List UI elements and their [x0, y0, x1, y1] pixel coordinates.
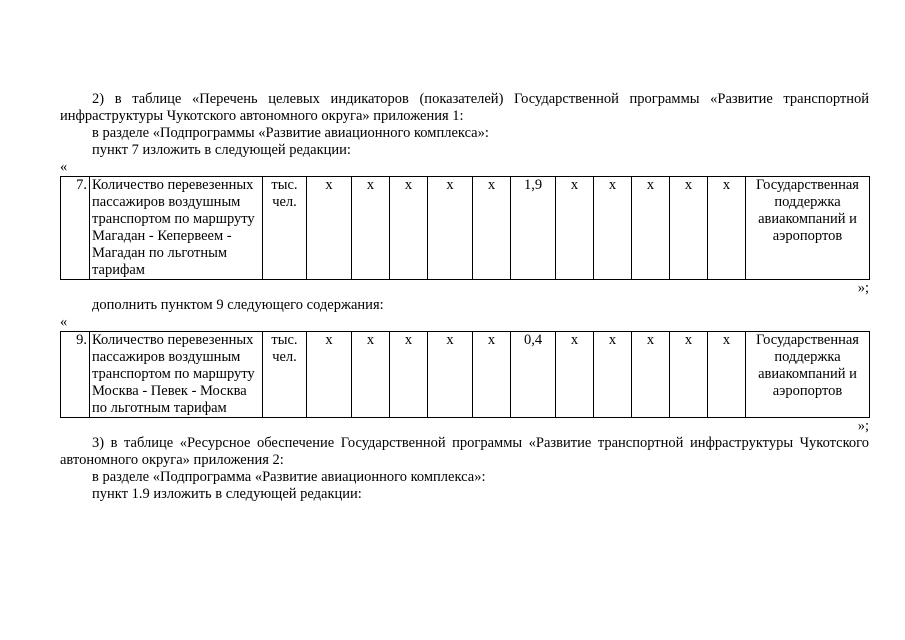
value-cell: х [708, 332, 746, 418]
value-cell: х [670, 177, 708, 280]
value-cell: х [307, 332, 352, 418]
indicator-name: Количество перевезенных пассажиров воздушным транспортом по маршруту Москва - Певек - Москва по льготным тарифам [90, 332, 263, 418]
value-cell: х [352, 332, 390, 418]
section-3-subsection: в разделе «Подпрограмма «Развитие авиационного комплекса»: [92, 469, 486, 485]
value-cell: х [556, 177, 594, 280]
value-cell: 1,9 [511, 177, 556, 280]
value-cell: х [632, 332, 670, 418]
indicator-name: Количество перевезенных пассажиров воздушным транспортом по маршруту Магадан - Кепервеем - Магадан по льготным тарифам [90, 177, 263, 280]
section-2-paragraph: 2) в таблице «Перечень целевых индикаторов (показателей) Государственной программы «Развитие транспортной инфраструктуры Чукотского автономного округа» приложения 1: [60, 91, 869, 124]
funding-source: Государственная поддержка авиакомпаний и аэропортов [746, 332, 870, 418]
section-3-item-instruction: пункт 1.9 изложить в следующей редакции: [92, 486, 362, 502]
value-cell: х [556, 332, 594, 418]
unit-cell: тыс. чел. [263, 332, 307, 418]
value-cell: х [390, 332, 428, 418]
quote-open: « [60, 314, 68, 330]
value-cell: х [390, 177, 428, 280]
value-cell: 0,4 [511, 332, 556, 418]
quote-open: « [60, 159, 68, 175]
value-cell: х [428, 332, 473, 418]
value-cell: х [670, 332, 708, 418]
value-cell: х [473, 332, 511, 418]
section-2-add-instruction: дополнить пунктом 9 следующего содержания: [92, 297, 384, 313]
value-cell: х [594, 177, 632, 280]
quote-close: »; [857, 280, 869, 296]
row-number: 7. [61, 177, 90, 280]
document-page [60, 91, 869, 503]
row-number: 9. [61, 332, 90, 418]
section-3-paragraph: 3) в таблице «Ресурсное обеспечение Государственной программы «Развитие транспортной инфраструктуры Чукотского автономного округа» приложения 2: [60, 435, 869, 468]
table-row [61, 332, 870, 418]
value-cell: х [307, 177, 352, 280]
value-cell: х [473, 177, 511, 280]
value-cell: х [352, 177, 390, 280]
value-cell: х [428, 177, 473, 280]
indicator-table-row-9 [60, 331, 870, 418]
value-cell: х [594, 332, 632, 418]
quote-close: »; [857, 418, 869, 434]
section-2-subsection: в разделе «Подпрограммы «Развитие авиационного комплекса»: [92, 125, 489, 141]
table-row [61, 177, 870, 280]
funding-source: Государственная поддержка авиакомпаний и аэропортов [746, 177, 870, 280]
value-cell: х [632, 177, 670, 280]
unit-cell: тыс. чел. [263, 177, 307, 280]
value-cell: х [708, 177, 746, 280]
section-2-item-instruction: пункт 7 изложить в следующей редакции: [92, 142, 351, 158]
indicator-table-row-7 [60, 176, 870, 280]
